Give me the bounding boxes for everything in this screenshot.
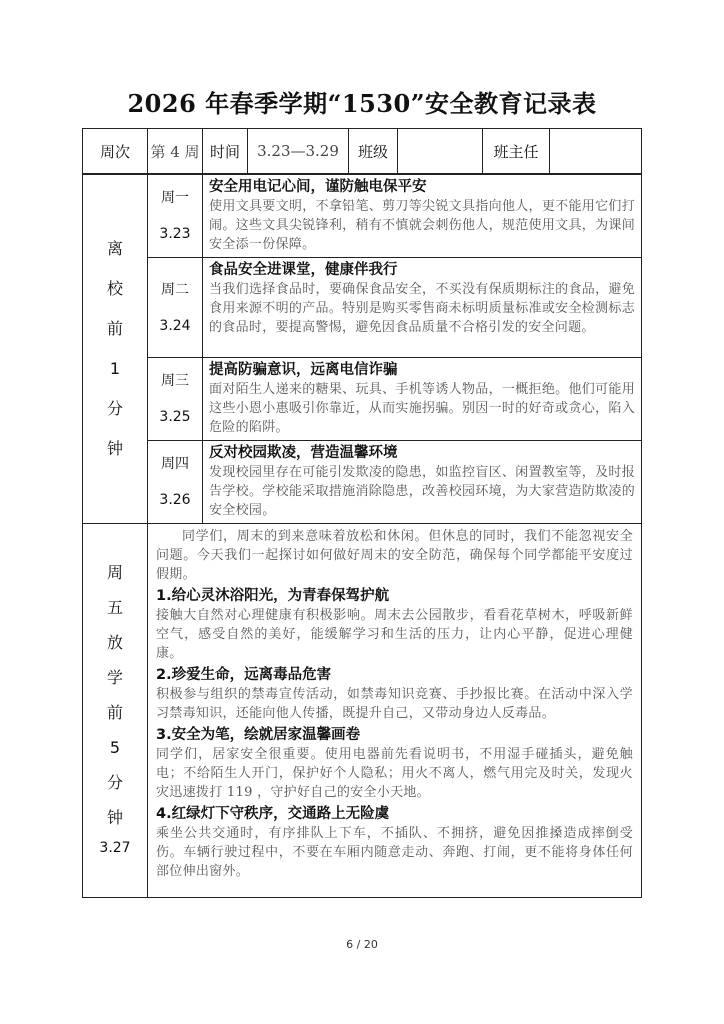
section-title: 3.安全为笔，绘就居家温馨画卷 bbox=[156, 727, 361, 743]
day-name: 周三 bbox=[161, 373, 189, 389]
day-date: 3.26 bbox=[159, 492, 191, 508]
side-char: 分 bbox=[106, 773, 123, 792]
before-school-label bbox=[83, 175, 148, 524]
day-cell-thursday bbox=[148, 441, 203, 524]
side-char: 离 bbox=[106, 239, 123, 258]
table-row bbox=[83, 358, 642, 441]
teacher-value bbox=[550, 129, 642, 174]
side-char: 前 bbox=[106, 319, 123, 338]
section-body: 积极参与组织的禁毒宣传活动，如禁毒知识竞赛、手抄报比赛。在活动中深入学习禁毒知识，还能向他人传播，既提升自己，又带动身边人反毒品。 bbox=[156, 687, 633, 721]
weekend-label bbox=[83, 524, 148, 898]
topic-body: 使用文具要文明，不拿铅笔、剪刀等尖锐文具指向他人，更不能用它们打闹。这些文具尖锐锋利，稍有不慎就会刺伤他人，规范使用文具，为课间安全添一份保障。 bbox=[209, 199, 635, 252]
day-date: 3.25 bbox=[159, 409, 191, 425]
topic-title: 反对校园欺凌，营造温馨环境 bbox=[209, 445, 398, 461]
side-char: 5 bbox=[109, 738, 121, 757]
topic-body: 面对陌生人递来的糖果、玩具、手机等诱人物品，一概拒绝。他们可能用这些小恩小惠吸引你靠近，从而实施拐骗。别因一时的好奇或贪心，陷入危险的陷阱。 bbox=[209, 382, 635, 435]
content-tuesday bbox=[203, 258, 642, 358]
record-table bbox=[82, 174, 642, 898]
section-body: 乘坐公共交通时，有序排队上下车，不插队、不拥挤，避免因推搡造成摔倒受伤。车辆行驶过程中，不要在车厢内随意走动、奔跑、打闹，更不能将身体任何部位伸出窗外。 bbox=[156, 826, 633, 879]
page-number: 6 / 20 bbox=[346, 938, 378, 951]
weekend-date: 3.27 bbox=[99, 840, 131, 856]
time-value: 3.23—3.29 bbox=[248, 129, 349, 174]
header-table bbox=[82, 128, 642, 174]
day-name: 周四 bbox=[161, 456, 189, 472]
content-monday bbox=[203, 175, 642, 258]
week-value: 第 4 周 bbox=[148, 129, 203, 174]
day-name: 周一 bbox=[161, 190, 189, 206]
content-weekend bbox=[148, 524, 642, 898]
table-row bbox=[83, 441, 642, 524]
section-title: 2.珍爱生命，远离毒品危害 bbox=[156, 667, 332, 683]
class-value bbox=[398, 129, 483, 174]
side-char: 1 bbox=[109, 359, 121, 378]
day-date: 3.23 bbox=[159, 226, 191, 242]
table-row bbox=[83, 175, 642, 258]
teacher-label: 班主任 bbox=[483, 129, 550, 174]
side-char: 钟 bbox=[106, 439, 123, 458]
day-name: 周二 bbox=[161, 281, 189, 298]
topic-title: 提高防骗意识，远离电信诈骗 bbox=[209, 362, 398, 378]
side-char: 放 bbox=[106, 633, 123, 652]
day-cell-monday bbox=[148, 175, 203, 258]
table-row bbox=[83, 524, 642, 898]
topic-title: 安全用电记心间，谨防触电保平安 bbox=[209, 179, 427, 195]
side-char: 分 bbox=[106, 399, 123, 418]
weekend-intro: 同学们，周末的到来意味着放松和休闲。但休息的同时，我们不能忽视安全问题。今天我们一起探讨如何做好周末的安全防范，确保每个同学都能平安度过假期。 bbox=[156, 529, 633, 582]
side-char: 周 bbox=[106, 563, 123, 582]
side-char: 钟 bbox=[106, 808, 123, 827]
day-cell-wednesday bbox=[148, 358, 203, 441]
class-label: 班级 bbox=[349, 129, 398, 174]
content-thursday bbox=[203, 441, 642, 524]
table-row bbox=[83, 258, 642, 358]
content-wednesday bbox=[203, 358, 642, 441]
side-char: 前 bbox=[106, 703, 123, 722]
section-body: 接触大自然对心理健康有积极影响。周末去公园散步，看看花草树木，呼吸新鲜空气，感受自然的美好，能缓解学习和生活的压力，让内心平静，促进心理健康。 bbox=[156, 608, 633, 661]
week-label: 周次 bbox=[83, 129, 148, 174]
day-cell-tuesday bbox=[148, 258, 203, 358]
topic-body: 当我们选择食品时，要确保食品安全，不买没有保质期标注的食品，避免食用来源不明的产品。特别是购买零售商未标明质量标准或安全检测标志的食品时，要提高警惕，避免因食品质量不合格引发的安全问题。 bbox=[209, 282, 635, 335]
day-date: 3.24 bbox=[159, 317, 191, 334]
topic-body: 发现校园里存在可能引发欺凌的隐患，如监控盲区、闲置教室等，及时报告学校。学校能采取措施消除隐患，改善校园环境，为大家营造防欺凌的安全校园。 bbox=[209, 465, 635, 518]
side-char: 校 bbox=[106, 279, 123, 298]
section-body: 同学们，居家安全很重要。使用电器前先看说明书，不用湿手碰插头，避免触电；不给陌生人开门，保护好个人隐私；用火不离人，燃气用完及时关，发现火灾迅速拨打 119 ，守护好自己的安全小天地。 bbox=[156, 747, 633, 800]
side-char: 五 bbox=[106, 598, 123, 617]
time-label: 时间 bbox=[203, 129, 248, 174]
topic-title: 食品安全进课堂，健康伴我行 bbox=[209, 262, 398, 278]
document-title: 2026 年春季学期“1530”安全教育记录表 bbox=[127, 89, 597, 118]
section-title: 1.给心灵沐浴阳光，为青春保驾护航 bbox=[156, 588, 390, 604]
section-title: 4.红绿灯下守秩序，交通路上无险虞 bbox=[156, 806, 390, 822]
side-char: 学 bbox=[106, 668, 123, 687]
